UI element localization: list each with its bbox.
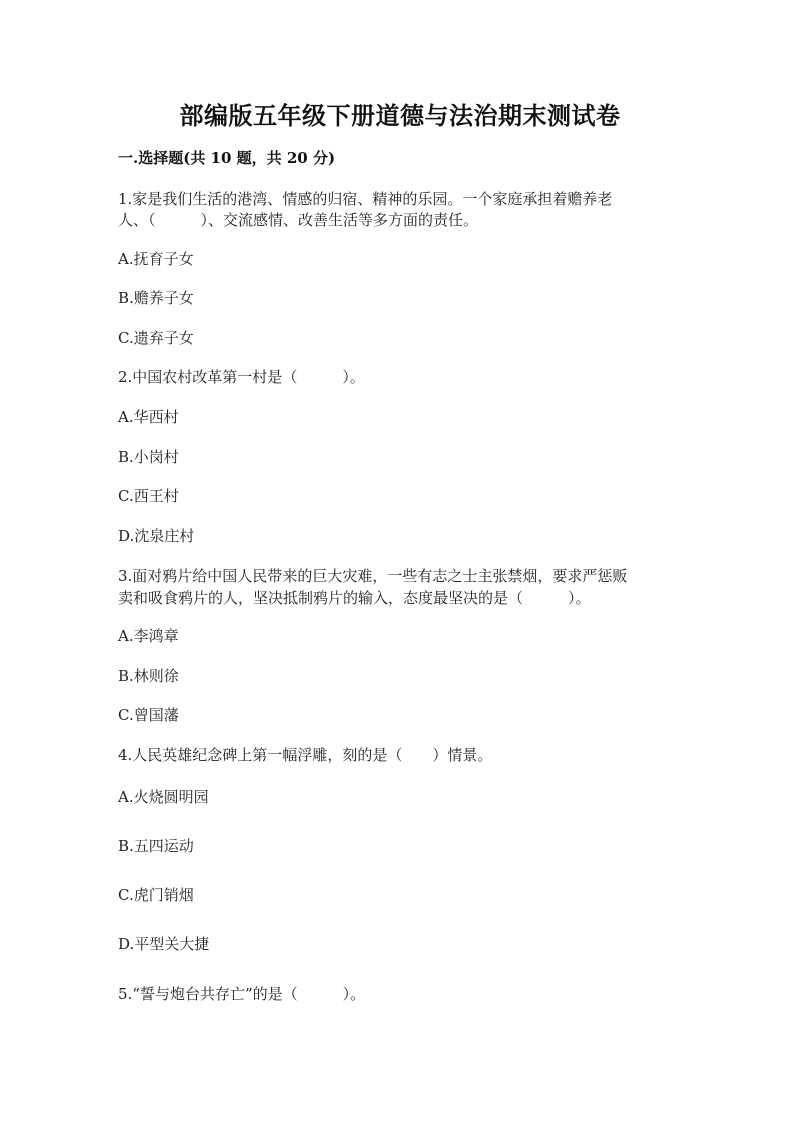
question-1-text-line-2: 人、（ ）、交流感情、改善生活等多方面的责任。	[118, 211, 479, 229]
question-1-option-c: C.遗弃子女	[118, 329, 194, 347]
question-4-text-line-1: 4.人民英雄纪念碑上第一幅浮雕，刻的是（ ）情景。	[118, 746, 493, 764]
question-4-option-a: A.火烧圆明园	[118, 788, 209, 806]
question-1-option-a: A.抚育子女	[118, 250, 194, 268]
section-heading: 一.选择题(共 10 题，共 20 分)	[118, 149, 336, 167]
question-2-option-a: A.华西村	[118, 408, 179, 426]
question-1-option-b: B.赡养子女	[118, 289, 194, 307]
question-1-text-line-1: 1.家是我们生活的港湾、情感的归宿、精神的乐园。一个家庭承担着赡养老	[118, 190, 613, 208]
question-4-option-d: D.平型关大捷	[118, 935, 210, 953]
question-3-option-c: C.曾国藩	[118, 706, 179, 724]
question-4-option-b: B.五四运动	[118, 837, 194, 855]
question-2-option-d: D.沈泉庄村	[118, 527, 195, 545]
question-3-text-line-2: 卖和吸食鸦片的人，坚决抵制鸦片的输入，态度最坚决的是（ ）。	[118, 589, 591, 607]
question-3-option-b: B.林则徐	[118, 667, 179, 685]
question-3-option-a: A.李鸿章	[118, 627, 179, 645]
page-title: 部编版五年级下册道德与法治期末测试卷	[179, 101, 621, 130]
question-2-option-c: C.西王村	[118, 487, 179, 505]
question-2-option-b: B.小岗村	[118, 448, 179, 466]
question-4-option-c: C.虎门销烟	[118, 886, 194, 904]
question-3-text-line-1: 3.面对鸦片给中国人民带来的巨大灾难，一些有志之士主张禁烟，要求严惩贩	[118, 567, 628, 585]
question-2-text-line-1: 2.中国农村改革第一村是（ ）。	[118, 368, 365, 386]
question-5-text-line-1: 5.“誓与炮台共存亡”的是（ ）。	[118, 985, 366, 1003]
